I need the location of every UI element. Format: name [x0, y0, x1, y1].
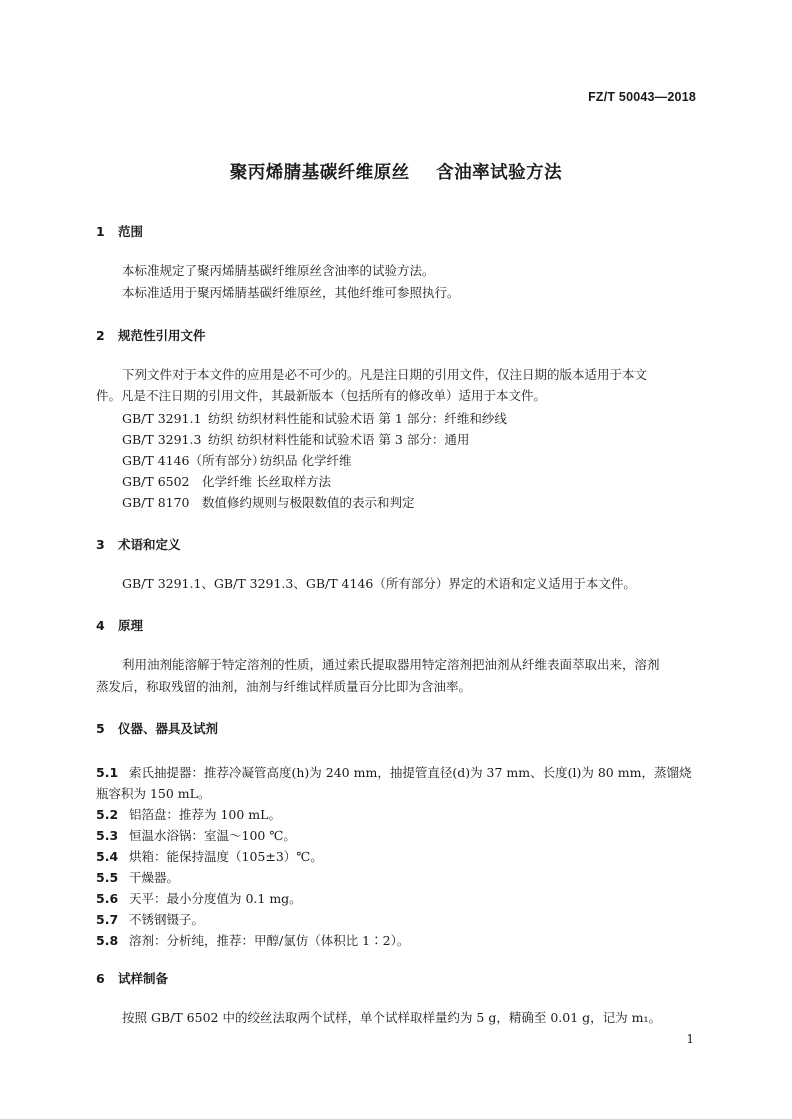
section-title: 规范性引用文件: [118, 328, 206, 343]
section-number: 6: [96, 971, 105, 986]
item-number: 5.2: [96, 807, 119, 822]
reference-text: 纺织 纺织材料性能和试验术语 第 3 部分：通用: [208, 432, 470, 447]
item-text: 天平：最小分度值为 0.1 mg。: [129, 891, 302, 906]
reference-item: [122, 430, 469, 448]
apparatus-item-continuation: [96, 784, 210, 802]
item-text: 烘箱：能保持温度（105±3）℃。: [129, 849, 323, 864]
reference-item: [122, 493, 415, 511]
apparatus-item: [96, 847, 323, 865]
reference-code: GB/T 8170: [122, 495, 190, 510]
item-text: 不锈钢镊子。: [129, 912, 205, 927]
reference-text: 纺织 纺织材料性能和试验术语 第 1 部分：纤维和纱线: [208, 411, 507, 426]
item-text: 铝箔盘：推荐为 100 mL。: [129, 807, 281, 822]
reference-text: 化学纤维 长丝取样方法: [202, 474, 331, 489]
item-text: 索氏抽提器：推荐冷凝管高度(h)为 240 mm，抽提管直径(d)为 37 mm、长度(l)为 80 mm，蒸馏烧: [129, 765, 692, 780]
section-3-heading: [96, 535, 181, 553]
document-title: 聚丙烯腈基碳纤维原丝 含油率试验方法: [229, 163, 563, 183]
refs-intro-line-1: 下列文件对于本文件的应用是必不可少的。凡是注日期的引用文件，仅注日期的版本适用于本文: [122, 367, 648, 382]
item-number: 5.4: [96, 849, 119, 864]
item-number: 5.3: [96, 828, 119, 843]
reference-code: GB/T 3291.3: [122, 432, 202, 447]
item-text: 恒温水浴锅：室温～100 ℃。: [129, 828, 296, 843]
section-title: 术语和定义: [118, 537, 181, 552]
principle-line-2: 蒸发后，称取残留的油剂，油剂与纤维试样质量百分比即为含油率。: [96, 679, 472, 694]
section-title: 原理: [118, 618, 144, 633]
apparatus-item: [96, 910, 204, 928]
section-number: 5: [96, 721, 105, 736]
sample-prep-line: 按照 GB/T 6502 中的绞丝法取两个试样，单个试样取样量约为 5 g，精确至 0.01 g，记为 m₁。: [122, 1010, 661, 1025]
reference-text: 纺织品 化学纤维: [260, 453, 352, 468]
scope-line-2: 本标准适用于聚丙烯腈基碳纤维原丝，其他纤维可参照执行。: [122, 285, 460, 300]
scope-line-1: 本标准规定了聚丙烯腈基碳纤维原丝含油率的试验方法。: [122, 263, 435, 278]
section-title: 范围: [118, 224, 144, 239]
refs-intro-line-2: 件。凡是不注日期的引用文件，其最新版本（包括所有的修改单）适用于本文件。: [96, 388, 547, 403]
section-4-heading: [96, 616, 143, 634]
section-title: 仪器、器具及试剂: [118, 721, 219, 736]
reference-code: GB/T 6502: [122, 474, 190, 489]
item-number: 5.5: [96, 870, 119, 885]
apparatus-item: [96, 763, 691, 781]
section-2-heading: [96, 326, 206, 344]
apparatus-item: [96, 805, 281, 823]
reference-code: GB/T 3291.1: [122, 411, 202, 426]
item-number: 5.7: [96, 912, 119, 927]
reference-item: [122, 472, 331, 490]
item-text: 干燥器。: [129, 870, 180, 885]
apparatus-item: [96, 931, 409, 949]
apparatus-item: [96, 826, 296, 844]
reference-text: 数值修约规则与极限数值的表示和判定: [202, 495, 415, 510]
reference-code: GB/T 4146（所有部分）: [122, 453, 265, 468]
reference-item: [122, 451, 351, 469]
item-text: 溶剂：分析纯，推荐：甲醇/氯仿（体积比 1∶2）。: [129, 933, 410, 948]
item-text: 瓶容积为 150 mL。: [96, 786, 211, 801]
standard-code: FZ/T 50043—2018: [588, 90, 696, 104]
apparatus-item: [96, 868, 179, 886]
section-number: 4: [96, 618, 105, 633]
section-number: 1: [96, 224, 105, 239]
terms-line: GB/T 3291.1、GB/T 3291.3、GB/T 4146（所有部分）界定的术语和定义适用于本文件。: [122, 576, 636, 591]
section-number: 2: [96, 328, 105, 343]
item-number: 5.6: [96, 891, 119, 906]
principle-line-1: 利用油剂能溶解于特定溶剂的性质，通过索氏提取器用特定溶剂把油剂从纤维表面萃取出来，溶剂: [122, 657, 660, 672]
apparatus-item: [96, 889, 302, 907]
section-6-heading: [96, 969, 168, 987]
section-1-heading: [96, 222, 143, 240]
item-number: 5.1: [96, 765, 119, 780]
section-5-heading: [96, 719, 218, 737]
section-number: 3: [96, 537, 105, 552]
page-number: 1: [686, 1032, 694, 1046]
section-title: 试样制备: [118, 971, 169, 986]
reference-item: [122, 409, 507, 427]
item-number: 5.8: [96, 933, 119, 948]
